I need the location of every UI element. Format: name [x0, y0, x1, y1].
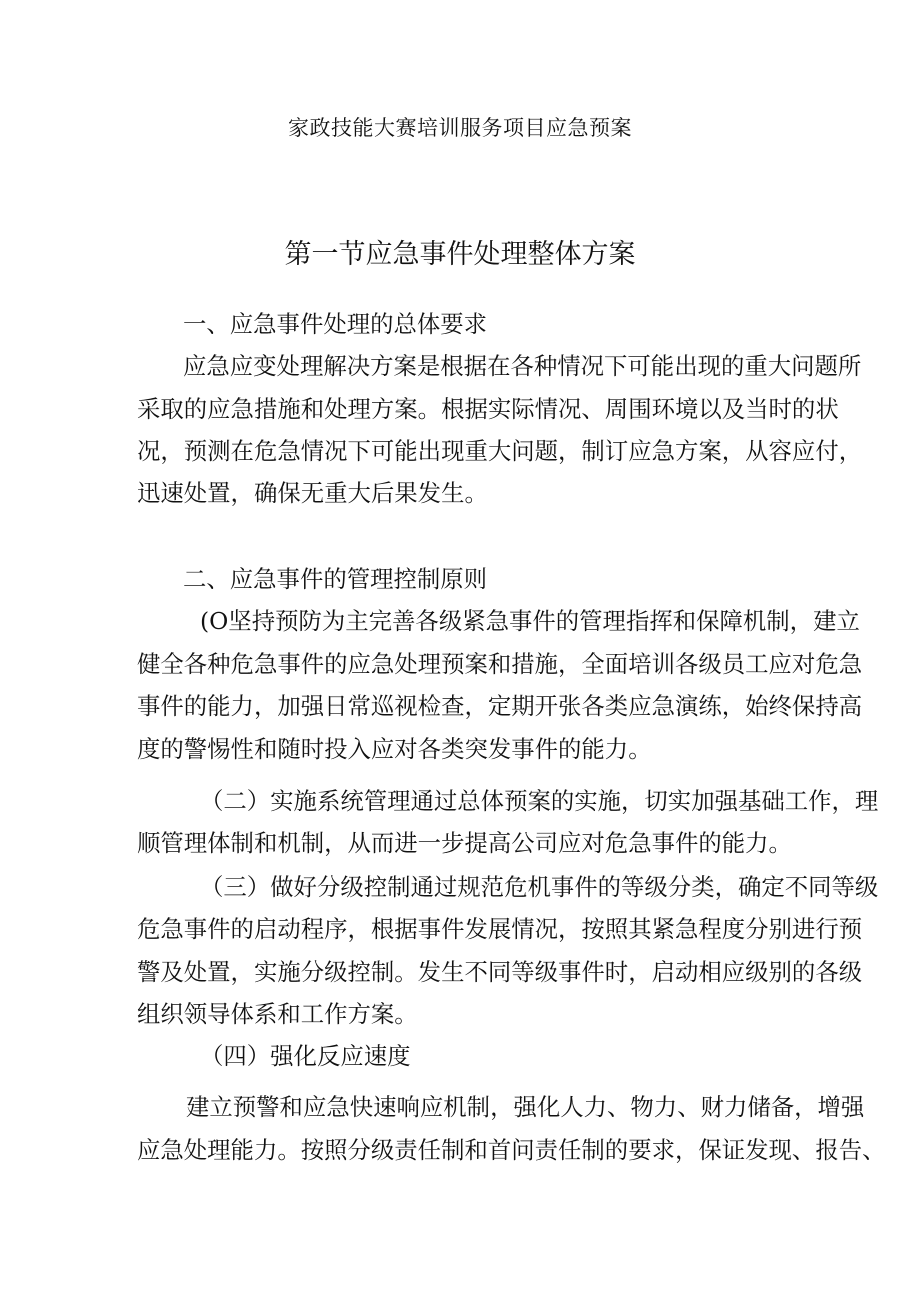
document-title: 家政技能大赛培训服务项目应急预案: [288, 116, 632, 140]
heading-general-requirements: 一、应急事件处理的总体要求: [183, 310, 488, 338]
paragraph-line: 组织领导体系和工作方案。: [137, 1000, 418, 1028]
paragraph-line: 迅速处置，确保无重大后果发生。: [137, 479, 488, 507]
paragraph-line: 警及处置，实施分级控制。发生不同等级事件时，启动相应级别的各级: [137, 958, 863, 986]
section-title: 第一节应急事件处理整体方案: [284, 239, 636, 270]
paragraph-line: （二）实施系统管理通过总体预案的实施，切实加强基础工作，理: [200, 787, 879, 815]
paragraph-line: 顺管理体制和机制，从而进一步提高公司应对危急事件的能力。: [137, 829, 792, 857]
paragraph-line: (O坚持预防为主完善各级紧急事件的管理指挥和保障机制，建立: [200, 607, 860, 635]
paragraph-line: 应急应变处理解决方案是根据在各种情况下可能出现的重大问题所: [183, 352, 862, 380]
paragraph-line: 健全各种危急事件的应急处理预案和措施，全面培训各级员工应对危急: [137, 650, 863, 678]
paragraph-line: 事件的能力，加强日常巡视检查，定期开张各类应急演练，始终保持高: [137, 692, 863, 720]
paragraph-line: 建立预警和应急快速响应机制，强化人力、物力、财力储备，增强: [186, 1093, 865, 1121]
paragraph-line: 危急事件的启动程序，根据事件发展情况，按照其紧急程度分别进行预: [137, 915, 863, 943]
paragraph-line: 况，预测在危急情况下可能出现重大问题，制订应急方案，从容应付，: [137, 437, 863, 465]
paragraph-line: 采取的应急措施和处理方案。根据实际情况、周围环境以及当时的状: [137, 395, 839, 423]
heading-control-principles: 二、应急事件的管理控制原则: [183, 565, 488, 593]
paragraph-line: （三）做好分级控制通过规范危机事件的等级分类，确定不同等级: [200, 873, 879, 901]
paragraph-line: 应急处理能力。按照分级责任制和首问责任制的要求，保证发现、报告、: [137, 1136, 886, 1164]
paragraph-line: 度的警惕性和随时投入应对各类突发事件的能力。: [137, 735, 652, 763]
paragraph-line: （四）强化反应速度: [200, 1042, 411, 1070]
